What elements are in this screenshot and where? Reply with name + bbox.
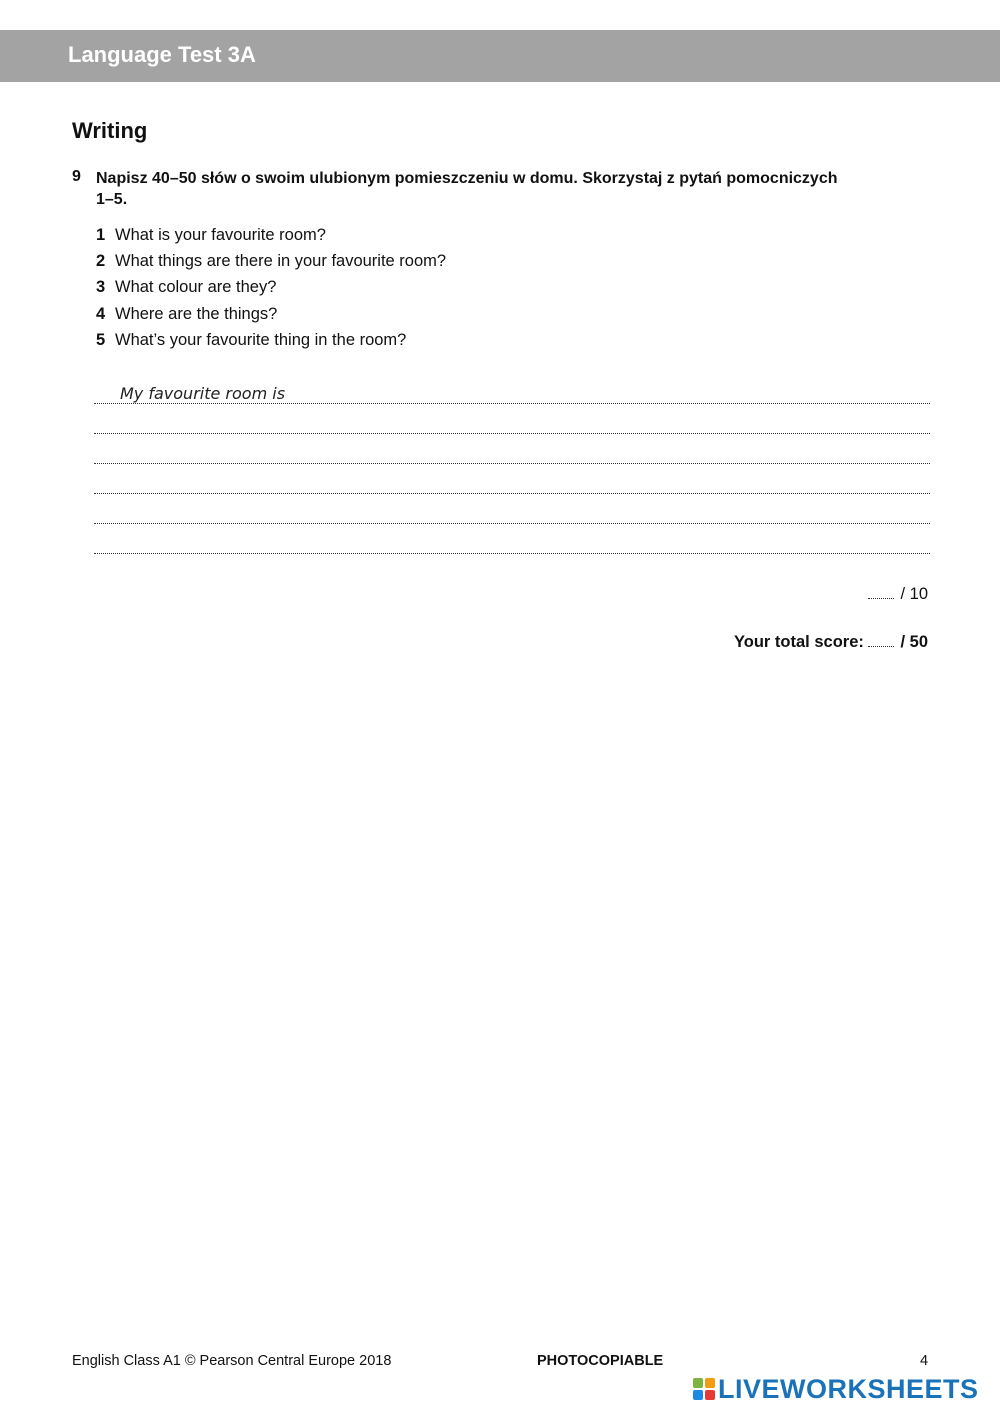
section-title: Writing [72,118,148,143]
task-number: 9 [72,168,81,185]
answer-line[interactable] [94,494,930,524]
question-number: 2 [96,252,106,271]
task-score-field[interactable] [868,588,894,599]
question-item [96,252,446,278]
question-number: 4 [96,304,106,323]
answer-starter-text: My favourite room is [120,384,286,403]
answer-line[interactable] [94,374,930,404]
footer-copyright: English Class A1 © Pearson Central Europe 2018 [72,1353,392,1369]
question-item [96,226,446,252]
question-item [96,331,446,357]
question-text: What’s your favourite thing in the room? [115,330,407,349]
total-score-max: / 50 [900,633,928,651]
liveworksheets-brand-name: LIVEWORKSHEETS [718,1373,979,1404]
answer-line[interactable] [94,524,930,554]
page-title: Language Test 3A [68,42,256,67]
footer-photocopiable: PHOTOCOPIABLE [537,1353,664,1369]
question-item [96,305,446,331]
task-score-max: / 10 [900,585,928,603]
task-score [868,585,928,604]
answer-area[interactable] [94,374,930,554]
question-number: 1 [96,226,106,244]
question-text: What things are there in your favourite room? [115,252,447,271]
header-bar [0,30,1000,82]
total-score [734,633,928,652]
liveworksheets-logo [693,1373,979,1405]
question-text: What colour are they? [115,278,277,297]
answer-line[interactable] [94,404,930,434]
question-number: 5 [96,330,106,349]
answer-line[interactable] [94,434,930,464]
task-instruction: Napisz 40–50 słów o swoim ulubionym pomieszczeniu w domu. Skorzystaj z pytań pomocniczych 1–5. [96,170,838,208]
question-text: Where are the things? [115,304,278,323]
question-text: What is your favourite room? [115,226,326,244]
liveworksheets-logo-icon [693,1378,715,1400]
answer-line[interactable] [94,464,930,494]
guide-questions-list [96,226,446,357]
question-number: 3 [96,278,106,297]
page-number: 4 [920,1353,929,1369]
total-score-field[interactable] [868,636,894,647]
question-item [96,278,446,304]
total-score-label: Your total score: [733,633,864,651]
